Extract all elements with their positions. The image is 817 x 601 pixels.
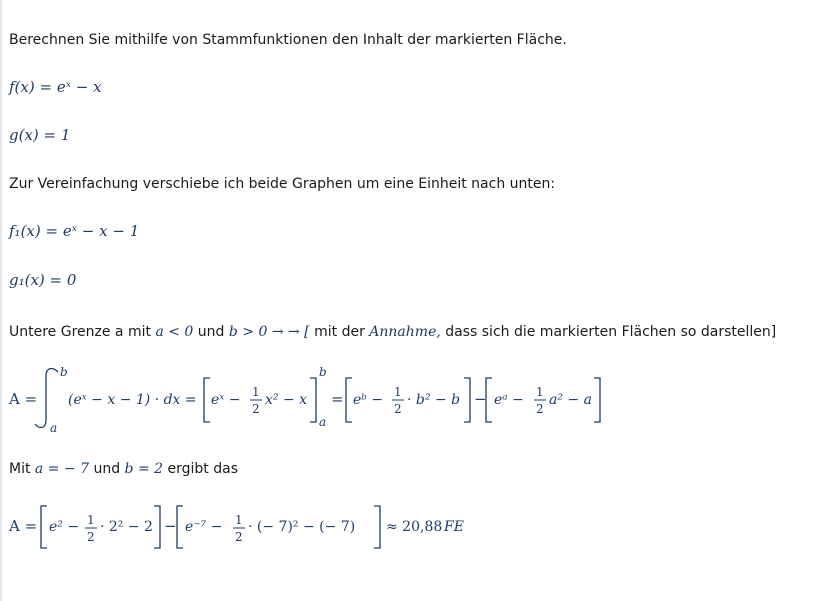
result-half-den-1: 2 (87, 530, 95, 544)
g-definition: g(x) = 1 (9, 126, 71, 144)
result-half-den-2: 2 (235, 530, 243, 544)
half-num-2: 1 (394, 385, 402, 399)
bracket-lower: a (319, 415, 327, 429)
bounds-annahme: Annahme, (369, 324, 441, 340)
eval-a-2: a² − a (549, 392, 592, 408)
integral-upper: b (60, 365, 68, 379)
half-den-3: 2 (536, 402, 544, 416)
integral-lower: a (50, 421, 58, 434)
bounds-text-4: dass sich die markierten Flächen so darstellen] (440, 324, 777, 340)
eq2: = (331, 390, 344, 408)
result-p2: · 2² − 2 (100, 519, 153, 535)
result-bracket-open-2 (177, 506, 183, 548)
values-text-2: und (89, 461, 125, 477)
shift-note: Zur Vereinfachung verschiebe ich beide Graphen um eine Einheit nach unten: (9, 176, 556, 192)
bounds-text-1: Untere Grenze a mit (9, 324, 156, 340)
values-math-b: b = 2 (124, 461, 164, 477)
integral-sign (35, 369, 58, 428)
eval-a-1: eᵃ − (494, 392, 524, 408)
eval-b-1: eᵇ − (353, 392, 384, 408)
values-text-1: Mit (9, 461, 35, 477)
result-approx: ≈ 20,88 (386, 519, 443, 535)
result-formula (0, 500, 520, 556)
bounds-line (9, 322, 776, 342)
bracket-close-3 (594, 378, 600, 422)
integrand: (eˣ − x − 1) · dx = (68, 392, 197, 408)
half-den-1: 2 (252, 402, 260, 416)
result-half-num-2: 1 (235, 513, 243, 527)
bounds-math-a: a < 0 (155, 324, 194, 340)
bounds-text-3: mit der (309, 324, 370, 340)
values-line (9, 459, 238, 479)
integral-formula (0, 362, 640, 434)
bracket-open-1 (204, 378, 210, 422)
bracket-open-3 (486, 378, 492, 422)
result-lhs: A = (9, 517, 38, 535)
result-unit: FE (444, 519, 464, 535)
f1-definition: f₁(x) = eˣ − x − 1 (9, 222, 140, 240)
integral-lhs: A = (9, 390, 38, 408)
half-num-3: 1 (536, 385, 544, 399)
result-minus: − (164, 517, 177, 535)
result-p1: e² − (49, 519, 80, 535)
antideriv-a: eˣ − (211, 392, 241, 408)
half-num-1: 1 (252, 385, 260, 399)
result-p3: e⁻⁷ − (185, 519, 223, 535)
half-den-2: 2 (394, 402, 402, 416)
g1-definition: g₁(x) = 0 (9, 271, 77, 289)
result-bracket-close-1 (154, 506, 160, 548)
bounds-text-2: und (193, 324, 229, 340)
result-bracket-close-2 (374, 506, 380, 548)
bracket-close-1 (310, 378, 316, 422)
task-text: Berechnen Sie mithilfe von Stammfunktionen den Inhalt der markierten Fläche. (9, 32, 567, 48)
bracket-upper: b (319, 365, 327, 379)
bracket-open-2 (346, 378, 352, 422)
eval-b-2: · b² − b (407, 392, 461, 408)
minus-1: − (474, 390, 487, 408)
bracket-close-2 (464, 378, 470, 422)
values-text-3: ergibt das (163, 461, 238, 477)
result-p4: · (− 7)² − (− 7) (248, 519, 356, 535)
result-bracket-open-1 (41, 506, 47, 548)
bounds-math-b: b > 0 → → [ (228, 324, 310, 340)
values-math-a: a = − 7 (34, 461, 89, 477)
f-definition: f(x) = eˣ − x (9, 78, 102, 96)
antideriv-b: x² − x (265, 392, 308, 408)
result-half-num-1: 1 (87, 513, 95, 527)
